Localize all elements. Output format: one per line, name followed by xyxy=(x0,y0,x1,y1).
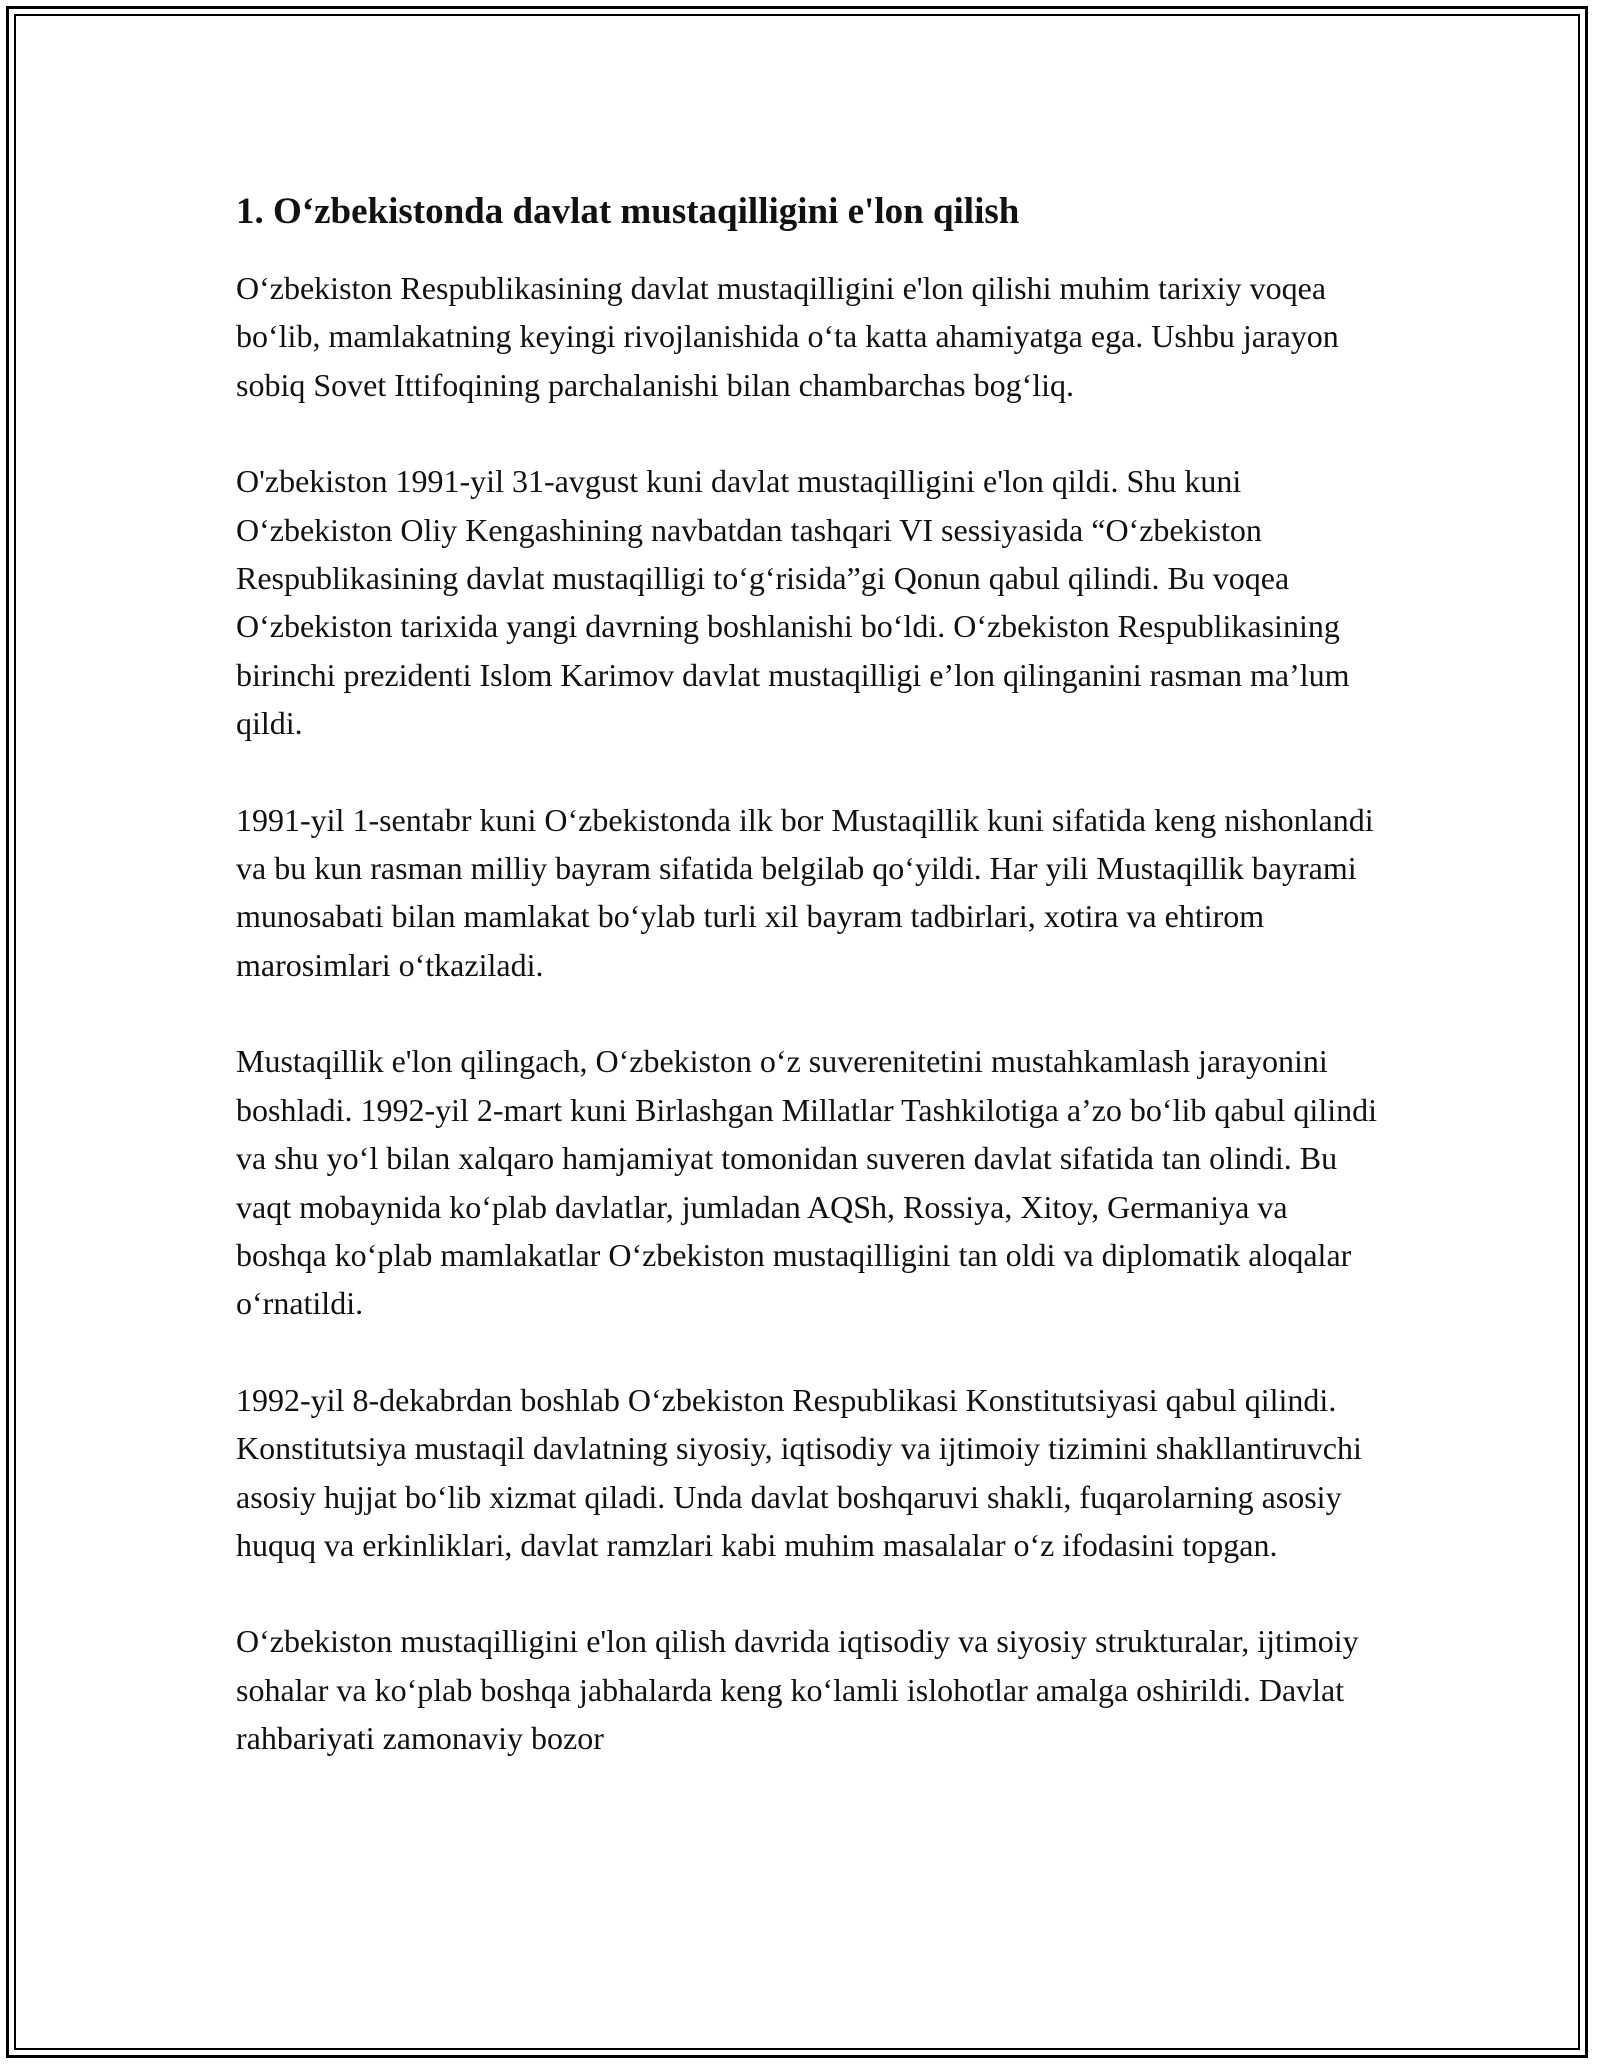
paragraph-constitution: 1992-yil 8-dekabrdan boshlab O‘zbekiston Respublikasi Konstitutsiyasi qabul qilindi. Konstitutsiya mustaqil davlatning siyosiy, iqtisodiy va ijtimoiy tizimini shakllantiruvchi asosiy hujjat bo‘lib xizmat qiladi. Unda davlat boshqaruvi shakli, fuqarolarning asosiy huquq va erkinliklari, davlat ramzlari kabi muhim masalalar o‘z ifodasini topgan. xyxy=(236,1381,1362,1563)
paragraph-declaration: O'zbekiston 1991-yil 31-avgust kuni davlat mustaqilligini e'lon qildi. Shu kuni O‘zbekiston Oliy Kengashining navbatdan tashqari VI sessiyasida “O‘zbekiston Respublikasining davlat mustaqilligi to‘g‘risida”gi Qonun qabul qilindi. Bu voqea O‘zbekiston tarixida yangi davrning boshlanishi bo‘ldi. O‘zbekiston Respublikasining birinchi prezidenti Islom Karimov davlat mustaqilligi e’lon qilinganini rasman ma’lum qildi. xyxy=(236,463,1350,742)
paragraph-recognition: Mustaqillik e'lon qilingach, O‘zbekiston o‘z suverenitetini mustahkamlash jarayonini boshladi. 1992-yil 2-mart kuni Birlashgan Millatlar Tashkilotiga a’zo bo‘lib qabul qilindi va shu yo‘l bilan xalqaro hamjamiyat tomonidan suveren davlat sifatida tan olindi. Bu vaqt mobaynida ko‘plab davlatlar, jumladan AQSh, Rossiya, Xitoy, Germaniya va boshqa ko‘plab mamlakatlar O‘zbekiston mustaqilligini tan oldi va diplomatik aloqalar o‘rnatildi. xyxy=(236,1043,1377,1322)
document-page xyxy=(236,186,1386,1811)
section-heading: 1. O‘zbekistonda davlat mustaqilligini e'lon qilish xyxy=(236,191,1020,232)
paragraph-reforms: O‘zbekiston mustaqilligini e'lon qilish davrida iqtisodiy va siyosiy strukturalar, ijtimoiy sohalar va ko‘plab boshqa jabhalarda keng ko‘lamli islohotlar amalga oshirildi. Davlat rahbariyati zamonaviy bozor xyxy=(236,1623,1359,1757)
paragraph-intro: O‘zbekiston Respublikasining davlat mustaqilligini e'lon qilishi muhim tarixiy voqea bo‘lib, mamlakatning keyingi rivojlanishida o‘ta katta ahamiyatga ega. Ushbu jarayon sobiq Sovet Ittifoqining parchalanishi bilan chambarchas bog‘liq. xyxy=(236,270,1339,403)
paragraph-independence-day: 1991-yil 1-sentabr kuni O‘zbekistonda ilk bor Mustaqillik kuni sifatida keng nishonlandi va bu kun rasman milliy bayram sifatida belgilab qo‘yildi. Har yili Mustaqillik bayrami munosabati bilan mamlakat bo‘ylab turli xil bayram tadbirlari, xotira va ehtirom marosimlari o‘tkaziladi. xyxy=(236,801,1374,983)
